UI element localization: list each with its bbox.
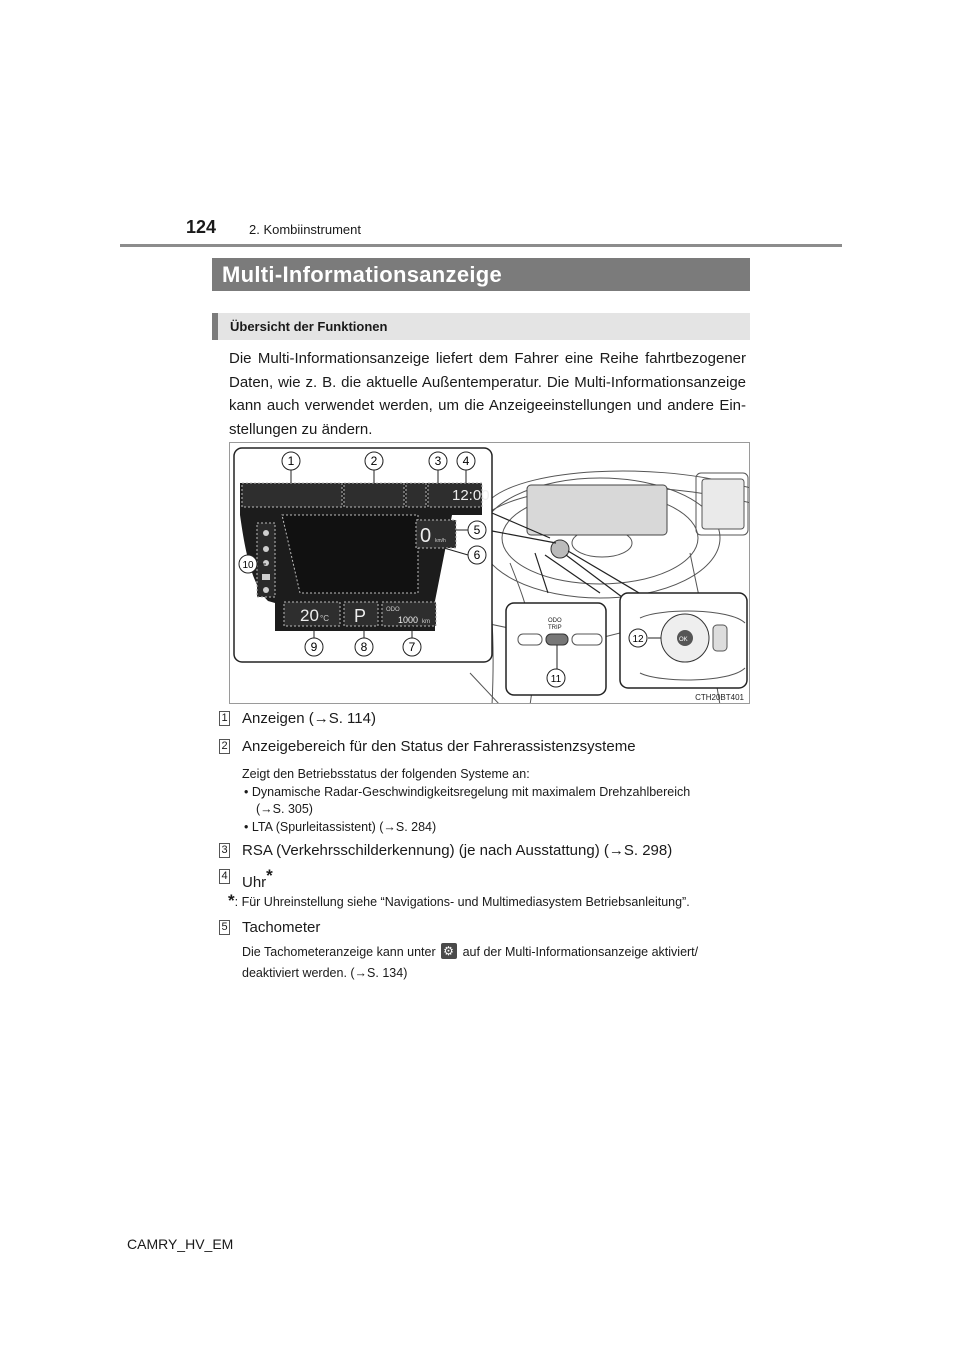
svg-text:1: 1: [287, 454, 295, 468]
odo-button-label: ODO: [548, 618, 562, 624]
svg-text:6: 6: [473, 548, 481, 562]
temperature-unit: °C: [320, 614, 329, 623]
trip-button-label: TRIP: [548, 625, 562, 631]
svg-text:9: 9: [310, 640, 318, 654]
item-marker-4: 4: [219, 869, 230, 884]
subsection-title: Übersicht der Funktionen: [212, 313, 750, 340]
callout-6: [468, 546, 486, 564]
callout-5: [468, 521, 486, 539]
callout-11: [547, 669, 565, 687]
gear-readout: P: [354, 606, 367, 626]
page-footer: CAMRY_HV_EM: [127, 1236, 234, 1252]
page-number: 124: [186, 217, 217, 237]
callout-10: [239, 555, 257, 573]
item-5-desc-line2: deaktiviert werden. (→S. 134): [242, 966, 408, 980]
item-marker-3: 3: [219, 843, 230, 858]
footnote-text: : Für Uhreinstellung siehe “Navigations- und Multimediasystem Betriebsanleitung”.: [234, 895, 690, 909]
svg-text:3: 3: [434, 454, 442, 468]
speed-readout: 0: [420, 525, 432, 547]
svg-text:12: 12: [632, 634, 644, 645]
callout-3: [429, 452, 447, 470]
callout-8: [355, 638, 373, 656]
callout-1: [282, 452, 300, 470]
cluster-figure: [229, 442, 750, 704]
temperature-readout: 20: [300, 606, 319, 625]
odo-readout: 1000: [398, 615, 419, 625]
speed-unit: km/h: [435, 538, 446, 544]
item-3-text: RSA (Verkehrsschilderkennung) (je nach Ausstattung) (→S. 298): [242, 842, 673, 859]
svg-text:10: 10: [242, 560, 254, 571]
footnote-star: *: [228, 891, 235, 910]
svg-text:5: 5: [473, 523, 481, 537]
callout-12: [629, 629, 647, 647]
section-title: Multi-Informationsanzeige: [212, 258, 750, 291]
cluster-screen-small: [527, 485, 667, 535]
figure-code: CTH20BT401: [695, 693, 744, 702]
callout-9: [305, 638, 323, 656]
gear-icon: [441, 943, 457, 959]
item-1-text: Anzeigen (→S. 114): [242, 710, 376, 727]
item-marker-2: 2: [219, 739, 230, 754]
odo-label: ODO: [386, 607, 400, 613]
svg-text:4: 4: [462, 454, 470, 468]
item-4-label: Uhr: [242, 874, 267, 891]
svg-text:7: 7: [408, 640, 416, 654]
item-2-desc: Zeigt den Betriebsstatus der folgenden Systeme an:: [242, 767, 530, 781]
header-rule: [120, 244, 842, 247]
svg-text:11: 11: [550, 674, 562, 685]
callout-2: [365, 452, 383, 470]
ok-button-label: OK: [679, 637, 688, 643]
item-5-desc-before: Die Tachometeranzeige kann unter: [242, 945, 436, 959]
item-marker-5: 5: [219, 920, 230, 935]
cluster-display-panel: [234, 448, 492, 662]
svg-text:8: 8: [360, 640, 368, 654]
chapter-title: 2. Kombiinstrument: [249, 222, 361, 237]
item-4-text: [242, 866, 273, 891]
item-5-text: Tachometer: [242, 919, 321, 936]
clock-readout: 12:00: [452, 487, 490, 504]
item-5-desc-after: auf der Multi-Informationsanzeige aktiviert/: [462, 945, 699, 959]
item-marker-1: 1: [219, 711, 230, 726]
cluster-illustration: [230, 443, 750, 704]
item-2-bullet-1: • Dynamische Radar-Geschwindigkeitsregelung mit maximalem Drehzahlbereich: [244, 785, 691, 799]
footnote: [228, 891, 690, 911]
callout-7: [403, 638, 421, 656]
svg-text:2: 2: [370, 454, 378, 468]
intro-paragraph: Die Multi-Informationsanzeige liefert dem Fahrer eine Reihe fahrtbezogener Daten, wie z. B. die aktuelle Außentemperatur. Die Multi-Informationsanzeige kann auch verwendet werden, um die Anzeigeeinstellungen und andere Ein-stellungen zu ändern.: [229, 350, 746, 438]
callout-4: [457, 452, 475, 470]
item-2-text: Anzeigebereich für den Status der Fahrerassistenzsysteme: [242, 738, 636, 755]
item-2-bullet-1-ref: (→S. 305): [256, 802, 313, 816]
odo-unit: km: [422, 619, 430, 625]
item-4-star: *: [266, 866, 273, 885]
item-2-bullet-2: • LTA (Spurleitassistent) (→S. 284): [244, 820, 437, 834]
item-5-desc: [242, 943, 748, 961]
